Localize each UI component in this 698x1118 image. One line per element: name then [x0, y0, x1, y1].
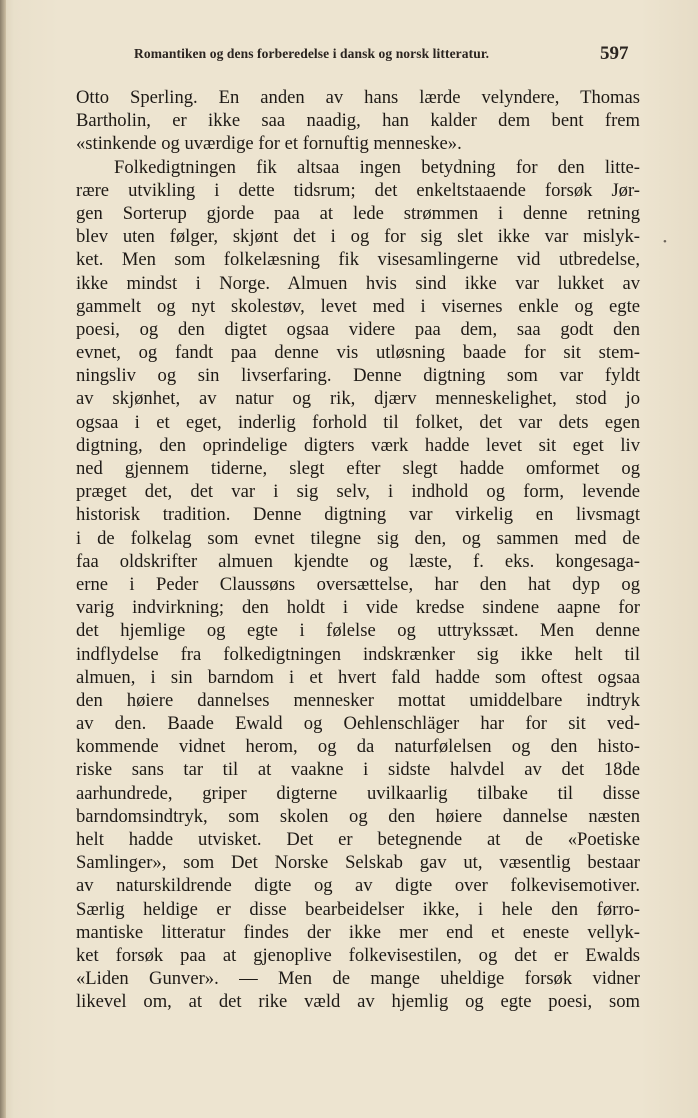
text-line: digtning, den oprindelige digters værk hadde levet sit eget liv	[76, 434, 640, 456]
text-line: Samlinger», som Det Norske Selskab gav ut, væsentlig bestaar	[76, 852, 640, 874]
margin-mark: •	[663, 236, 667, 248]
text-line: mantiske litteratur findes der ikke mer end et eneste vellyk-	[76, 921, 640, 943]
running-title: Romantiken og dens forberedelse i dansk og norsk litteratur.	[134, 46, 490, 61]
text-line: rære utvikling i dette tidsrum; det enkeltstaaende forsøk Jør-	[76, 179, 640, 201]
text-line: kommende vidnet herom, og da naturfølelsen og den histo-	[76, 736, 640, 758]
text-line: Folkedigtningen fik altsaa ingen betydning for den litte-	[114, 156, 640, 178]
body-text	[76, 86, 640, 1014]
text-line: Bartholin, er ikke saa naadig, han kalder dem bent frem	[76, 110, 640, 132]
text-line: varig indvirkning; den holdt i vide kredse sindene aapne for	[76, 597, 640, 619]
text-line: den høiere dannelses mennesker mottat umiddelbare indtryk	[76, 689, 640, 711]
text-line: gammelt og nyt skolestøv, levet med i visernes enkle og egte	[76, 295, 640, 317]
text-line: præget det, det var i sig selv, i indhold og form, levende	[76, 481, 640, 503]
text-line: riske sans tar til at vaakne i sidste halvdel av det 18de	[76, 759, 640, 781]
text-line: indflydelse fra folkedigtningen indskrænker sig ikke helt til	[76, 643, 640, 665]
text-line: gen Sorterup gjorde paa at lede strømmen i denne retning	[76, 202, 640, 224]
text-line: ogsaa i et eget, inderlig forhold til folket, det var dets egen	[76, 411, 640, 433]
text-line: likevel om, at det rike væld av hjemlig og egte poesi, som	[76, 991, 640, 1013]
text-line: av den. Baade Ewald og Oehlenschläger har for sit ved-	[76, 713, 640, 735]
text-line: «Liden Gunver». — Men de mange uheldige forsøk vidner	[76, 968, 640, 990]
text-line: i de folkelag som evnet tilegne sig den, og sammen med de	[76, 527, 640, 549]
text-line: det hjemlige og egte i følelse og uttrykssæt. Men denne	[76, 620, 640, 642]
text-line: poesi, og den digtet ogsaa videre paa dem, saa godt den	[76, 318, 640, 340]
text-line: erne i Peder Claussøns oversættelse, har den hat dyp og	[76, 573, 640, 595]
text-line: barndomsindtryk, som skolen og den høiere dannelse næsten	[76, 805, 640, 827]
text-line: Otto Sperling. En anden av hans lærde velyndere, Thomas	[76, 87, 640, 108]
text-line: aarhundrede, griper digterne uvilkaarlig tilbake til disse	[76, 782, 640, 804]
text-line: evnet, og fandt paa denne vis utløsning baade for sit stem-	[76, 342, 640, 364]
text-line: av skjønhet, av natur og rik, djærv menneskelighet, stod jo	[76, 388, 640, 410]
text-line: Særlig heldige er disse bearbeidelser ikke, i hele den førro-	[76, 898, 640, 920]
text-line: av naturskildrende digte og av digte over folkevisemotiver.	[76, 875, 640, 897]
text-line: ikke mindst i Norge. Almuen hvis sind ikke var lukket av	[76, 272, 640, 294]
text-line: «stinkende og uværdige for et fornuftig menneske».	[76, 133, 462, 155]
text-line: blev uten følger, skjønt det i og for sig slet ikke var mislyk-	[76, 226, 640, 248]
text-line: ned gjennem tiderne, slegt efter slegt hadde omformet og	[76, 458, 640, 479]
page-binding-edge	[0, 0, 6, 1118]
text-line: helt hadde utvisket. Det er betegnende at de «Poetiske	[76, 829, 640, 850]
text-line: faa oldskrifter almuen kjendte og læste, f. eks. kongesaga-	[76, 550, 640, 572]
text-line: ket. Men som folkelæsning fik visesamlingerne vid utbredelse,	[76, 249, 640, 271]
text-line: ket forsøk paa at gjenoplive folkevisestilen, og det er Ewalds	[76, 944, 640, 966]
text-line: almuen, i sin barndom i et hvert fald hadde som oftest ogsaa	[76, 666, 640, 688]
text-line: ningsliv og sin livserfaring. Denne digtning som var fyldt	[76, 365, 640, 387]
text-line: historisk tradition. Denne digtning var virkelig en livsmagt	[76, 504, 640, 526]
page-number: 597	[600, 43, 629, 64]
